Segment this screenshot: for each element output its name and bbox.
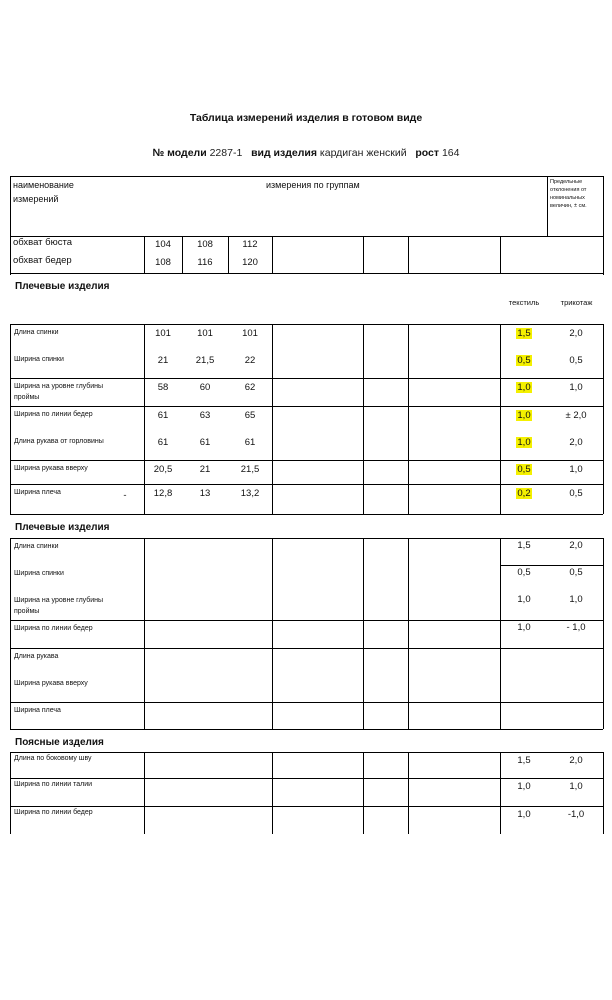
measure-value [180,464,230,475]
section1-bottom-line [10,514,603,515]
measure-name: Длина рукава от горловины [14,438,104,445]
tolerance-textile [499,809,549,820]
measure-value [225,488,275,499]
measure-value [180,328,230,339]
measure-value-value: 21 [199,464,211,475]
tolerance-knit [551,540,601,551]
measure-value-value: 62 [244,382,256,393]
row-line [10,378,603,379]
tolerance-textile [499,464,549,475]
measure-name: Ширина по линии талии [14,781,93,788]
body-measures-column [500,236,501,273]
measure-value-value: 13,2 [240,488,260,499]
tolerance-knit-value: 1,0 [569,594,583,605]
tolerance-knit-value: 2,0 [569,755,583,766]
tolerance-textile [499,781,549,792]
tolerance-textile [499,594,549,605]
body-measure-value-value: 104 [155,239,171,250]
measure-name: Ширина спинки [14,356,64,363]
measure-value [180,437,230,448]
section1-column [363,324,364,514]
measure-value [225,382,275,393]
tolerance-knit [551,594,601,605]
table-left-border [10,324,11,514]
body-measures-bottom-line [10,273,603,274]
section-title: Поясные изделия [15,737,104,748]
header-top-line [10,176,603,177]
measure-name: Ширина на уровне глубины проймы [14,597,104,615]
tolerance-textile-value: 1,0 [517,781,531,792]
measure-value-value: 61 [244,437,256,448]
tolerance-knit-value: 0,5 [569,355,583,366]
measure-value-value: 61 [199,437,211,448]
tolerance-knit-value: 1,0 [569,464,583,475]
body-measure-name: обхват бюста [13,237,73,248]
tolerance-knit-value: -1,0 [567,809,585,820]
kind-label: вид изделия [251,147,317,159]
tolerance-textile [499,540,549,551]
tolerance-knit [551,567,601,578]
column-textile: текстиль [508,298,540,307]
measure-value-value: 12,8 [153,488,173,499]
tolerance-knit [551,755,601,766]
section2-top-line [10,538,603,539]
measure-value [225,464,275,475]
measure-value-value: 101 [197,328,213,339]
body-measure-value [225,257,275,268]
measure-value [225,437,275,448]
tolerance-knit [551,382,601,393]
tolerance-knit-value: 0,5 [569,567,583,578]
measure-value-value: 21,5 [240,464,260,475]
tolerance-textile-value: 0,5 [517,355,531,366]
measure-value-value: 13 [199,488,211,499]
measure-name: Ширина спинки [14,570,64,577]
measure-name: Длина спинки [14,329,59,336]
tolerance-textile-value: 0,5 [517,464,531,475]
tolerance-knit [551,781,601,792]
row-line [10,620,603,621]
model-line [0,147,612,159]
tolerance-textile-value: 1,5 [517,540,531,551]
model-value: 2287-1 [209,147,243,159]
tolerance-knit-value: ± 2,0 [565,410,587,421]
table-right-border [603,176,604,275]
tolerance-textile [499,355,549,366]
measure-name: Ширина рукава вверху [14,465,88,472]
measure-value [180,410,230,421]
measure-value-value: 58 [157,382,169,393]
tolerance-knit [551,328,601,339]
body-measures-column [408,236,409,273]
measure-name: Ширина рукава вверху [14,680,88,687]
measure-value-value: 61 [157,437,169,448]
table-right-border [603,538,604,729]
tolerance-knit [551,355,601,366]
measure-dash: - [123,490,127,501]
tolerance-knit [551,410,601,421]
body-measure-value-value: 108 [197,239,213,250]
tolerance-textile-value: 1,5 [517,755,531,766]
section2-column [408,538,409,729]
column-knit: трикотаж [560,298,593,307]
header-limit: Предельные отклонения от номинальных величин, ± см. [550,179,587,209]
measure-value-value: 60 [199,382,211,393]
body-measure-value-value: 112 [242,239,258,250]
body-measure-value [225,239,275,250]
kind-value: кардиган женский [319,147,407,159]
tolerance-textile [499,622,549,633]
tolerance-textile [499,755,549,766]
measure-value [225,355,275,366]
limit-column-line [547,176,548,236]
section1-column [408,324,409,514]
tolerance-textile [499,410,549,421]
measure-name: Длина по боковому шву [14,755,92,762]
tolerance-textile-value: 1,0 [517,594,531,605]
measure-value [225,410,275,421]
section3-column [144,752,145,834]
measure-value-value: 20,5 [153,464,173,475]
measure-name: Длина спинки [14,543,59,550]
tolerance-textile-value: 0,2 [517,488,531,499]
section-title: Плечевые изделия [15,522,110,533]
measure-name: Ширина плеча [14,707,61,714]
row-line [10,406,603,407]
table-left-border [10,538,11,729]
measure-name: Ширина по линии бедер [14,625,93,632]
tolerance-knit-value: 2,0 [569,437,583,448]
tolerance-textile [499,437,549,448]
tolerance-textile-value: 1,0 [517,437,531,448]
section1-top-line [10,324,603,325]
measure-value-value: 21,5 [195,355,215,366]
tolerance-knit-value: 2,0 [569,328,583,339]
height-value: 164 [441,147,460,159]
row-line [10,484,603,485]
table-left-border [10,176,11,275]
table-left-border [10,752,11,834]
table-right-border [603,752,604,834]
measure-value-value: 21 [157,355,169,366]
header-name: наименование измерений [13,180,74,204]
section-title: Плечевые изделия [15,281,110,292]
tolerance-textile [499,328,549,339]
tolerance-knit-value: 1,0 [569,382,583,393]
tolerance-textile-value: 1,5 [517,328,531,339]
tolerance-knit-value: 1,0 [569,781,583,792]
tolerance-textile [499,488,549,499]
row-line [500,565,603,566]
tolerance-textile-value: 0,5 [517,567,531,578]
measure-name: Ширина на уровне глубины проймы [14,383,104,401]
tolerance-textile-value: 1,0 [517,622,531,633]
body-measure-name: обхват бедер [13,255,72,266]
measure-value-value: 101 [155,328,171,339]
body-measure-value-value: 120 [242,257,258,268]
tolerance-knit-value: 2,0 [569,540,583,551]
tolerance-knit [551,488,601,499]
measure-name: Ширина по линии бедер [14,411,93,418]
row-line [10,702,603,703]
body-measure-value [180,239,230,250]
tolerance-knit-value: 0,5 [569,488,583,499]
measure-value [225,328,275,339]
tolerance-knit [551,809,601,820]
row-line [10,648,603,649]
tolerance-textile-value: 1,0 [517,809,531,820]
measure-value-value: 101 [242,328,258,339]
body-measure-value [180,257,230,268]
body-measures-column [363,236,364,273]
section3-column [272,752,273,834]
tolerance-knit-value: - 1,0 [566,622,586,633]
body-measure-value-value: 108 [155,257,171,268]
tolerance-textile-value: 1,0 [517,382,531,393]
measure-value [180,382,230,393]
tolerance-textile [499,382,549,393]
measure-value [180,355,230,366]
measure-value-value: 63 [199,410,211,421]
page-title: Таблица измерений изделия в готовом виде [189,112,423,124]
section3-column [408,752,409,834]
measure-value-value: 61 [157,410,169,421]
tolerance-textile [499,567,549,578]
measure-name: Ширина по линии бедер [14,809,93,816]
tolerance-textile-value: 1,0 [517,410,531,421]
section2-column [363,538,364,729]
section2-bottom-line [10,729,603,730]
tolerance-knit [551,437,601,448]
model-label: № модели [152,147,207,159]
measure-name: Ширина плеча [14,489,61,496]
height-label: рост [415,147,440,159]
measure-name: Длина рукава [14,653,59,660]
tolerance-knit [551,464,601,475]
measure-value [180,488,230,499]
table-right-border [603,324,604,514]
measure-value-value: 22 [244,355,256,366]
section3-column [363,752,364,834]
section2-column [272,538,273,729]
body-measure-value-value: 116 [197,257,213,268]
row-line [10,460,603,461]
header-groups: измерения по группам [266,180,360,190]
measure-value-value: 65 [244,410,256,421]
tolerance-knit [551,622,601,633]
section2-column [144,538,145,729]
